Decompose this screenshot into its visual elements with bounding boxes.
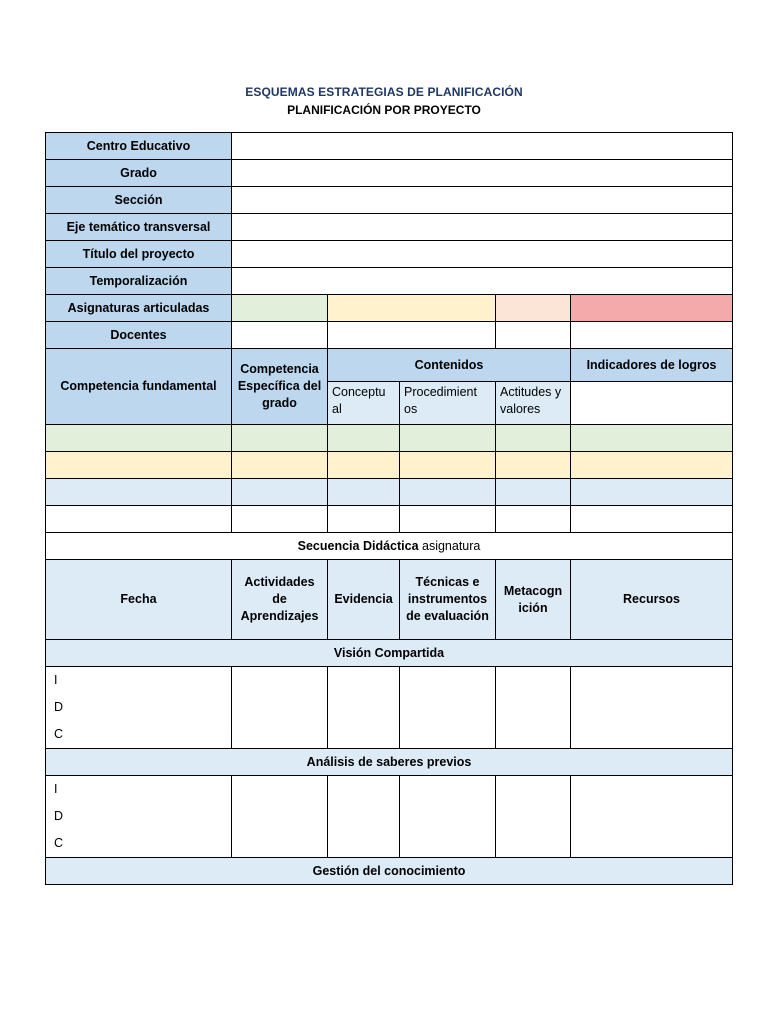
content-row-blue [46,479,733,506]
cell[interactable] [400,667,496,749]
label-asignaturas: Asignaturas articuladas [46,295,232,322]
idc-cell[interactable] [46,667,232,749]
header-procedimental: Procedimient os [400,382,496,425]
cell[interactable] [496,452,571,479]
idc-letter-d: D [54,700,64,714]
header-indicadores: Indicadores de logros [571,349,733,382]
field-centro-educativo[interactable] [232,133,733,160]
cell[interactable] [571,506,733,533]
idc-letter-i: I [54,673,58,687]
label-titulo-proyecto: Título del proyecto [46,241,232,268]
idc-letter-i: I [54,782,58,796]
section-gestion-conocimiento: Gestión del conocimiento [46,858,733,885]
idc-letter-c: C [54,727,64,741]
secuencia-didactica-title [46,533,733,560]
cell[interactable] [328,506,400,533]
field-asignatura-3[interactable] [496,295,571,322]
cell[interactable] [496,667,571,749]
label-seccion: Sección [46,187,232,214]
field-indicadores[interactable] [571,382,733,425]
secuencia-bold: Secuencia Didáctica [297,538,419,553]
content-row-green [46,425,733,452]
field-asignatura-2[interactable] [328,295,496,322]
cell[interactable] [496,425,571,452]
label-grado: Grado [46,160,232,187]
field-grado[interactable] [232,160,733,187]
field-docente-1[interactable] [232,322,328,349]
vision-row [46,667,733,749]
secuencia-normal: asignatura [418,538,481,553]
cell[interactable] [496,506,571,533]
field-seccion[interactable] [232,187,733,214]
field-eje-tematico[interactable] [232,214,733,241]
col-recursos: Recursos [571,560,733,640]
cell[interactable] [400,452,496,479]
field-docente-4[interactable] [571,322,733,349]
cell[interactable] [232,425,328,452]
content-row-white [46,506,733,533]
planning-table [45,132,733,885]
col-metacognicion: Metacogn ición [496,560,571,640]
cell[interactable] [46,479,232,506]
field-docente-3[interactable] [496,322,571,349]
label-temporalizacion: Temporalización [46,268,232,295]
header-competencia-fundamental: Competencia fundamental [46,349,232,425]
cell[interactable] [400,776,496,858]
section-analisis-saberes: Análisis de saberes previos [46,749,733,776]
col-actividades: Actividades de Aprendizajes [232,560,328,640]
cell[interactable] [232,776,328,858]
label-docentes: Docentes [46,322,232,349]
cell[interactable] [328,479,400,506]
col-tecnicas: Técnicas e instrumentos de evaluación [400,560,496,640]
cell[interactable] [328,452,400,479]
cell[interactable] [46,452,232,479]
cell[interactable] [571,425,733,452]
field-docente-2[interactable] [328,322,496,349]
cell[interactable] [496,776,571,858]
cell[interactable] [571,452,733,479]
label-eje-tematico: Eje temático transversal [46,214,232,241]
analisis-row [46,776,733,858]
cell[interactable] [571,667,733,749]
header-competencia-especifica: Competencia Específica del grado [232,349,328,425]
cell[interactable] [400,506,496,533]
cell[interactable] [400,479,496,506]
cell[interactable] [328,667,400,749]
idc-letter-c: C [54,836,64,850]
cell[interactable] [232,667,328,749]
cell[interactable] [46,506,232,533]
cell[interactable] [328,776,400,858]
field-asignatura-1[interactable] [232,295,328,322]
cell[interactable] [328,425,400,452]
idc-cell[interactable] [46,776,232,858]
section-vision-compartida: Visión Compartida [46,640,733,667]
document-subtitle: PLANIFICACIÓN POR PROYECTO [287,103,481,117]
document-title: ESQUEMAS ESTRATEGIAS DE PLANIFICACIÓN [245,85,523,99]
col-evidencia: Evidencia [328,560,400,640]
label-centro-educativo: Centro Educativo [46,133,232,160]
cell[interactable] [232,506,328,533]
header-conceptual: Conceptu al [328,382,400,425]
idc-letter-d: D [54,809,64,823]
content-row-yellow [46,452,733,479]
cell[interactable] [571,479,733,506]
cell[interactable] [571,776,733,858]
cell[interactable] [232,479,328,506]
field-asignatura-4[interactable] [571,295,733,322]
header-contenidos: Contenidos [328,349,571,382]
header-actitudes: Actitudes y valores [496,382,571,425]
cell[interactable] [46,425,232,452]
field-titulo-proyecto[interactable] [232,241,733,268]
cell[interactable] [400,425,496,452]
cell[interactable] [232,452,328,479]
col-fecha: Fecha [46,560,232,640]
cell[interactable] [496,479,571,506]
field-temporalizacion[interactable] [232,268,733,295]
